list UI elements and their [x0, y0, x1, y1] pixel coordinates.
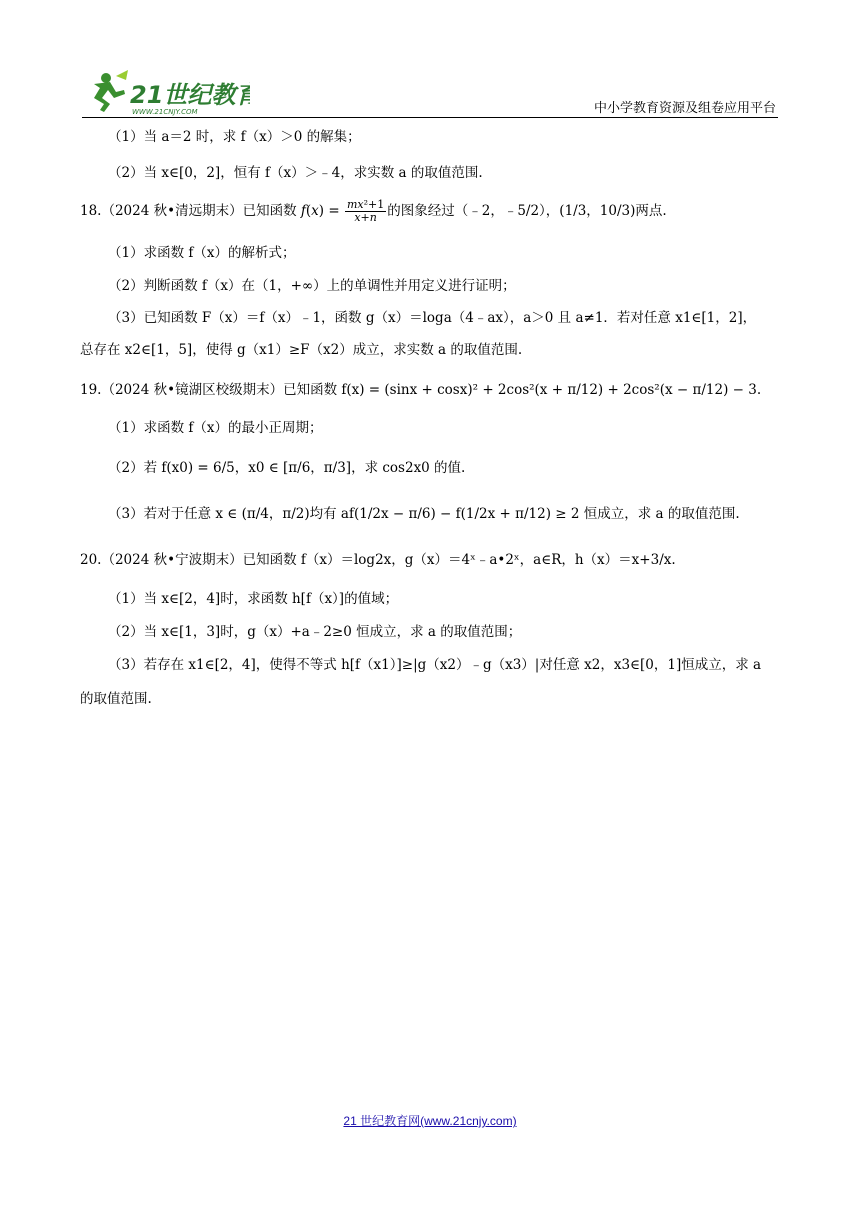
q17-part2: （2）当 x∈[0，2]，恒有 f（x）＞﹣4，求实数 a 的取值范围. — [108, 165, 483, 181]
q18-part2: （2）判断函数 f（x）在（1，+∞）上的单调性并用定义进行证明； — [108, 278, 516, 294]
q17-part1: （1）当 a＝2 时，求 f（x）＞0 的解集； — [108, 129, 361, 145]
page-footer — [0, 1112, 860, 1129]
footer-link[interactable]: 21 世纪教育网(www.21cnjy.com) — [343, 1114, 517, 1128]
header-divider — [82, 117, 778, 118]
logo-text: 21世纪教育 — [130, 81, 250, 109]
q20-part3a: （3）若存在 x1∈[2，4]，使得不等式 h[f（x1）]≥|g（x2）﹣g（x3）|对任意 x2，x3∈[0，1]恒成立，求 a — [108, 657, 762, 673]
logo-url-text: WWW.21CNJY.COM — [132, 108, 198, 116]
q18-part3a: （3）已知函数 F（x）＝f（x）﹣1，函数 g（x）＝loga（4﹣ax），a＞0 且 a≠1．若对任意 x1∈[1，2]， — [108, 310, 757, 326]
q18-head: 18.（2024 秋•清远期末）已知函数 — [80, 203, 297, 219]
q18-part1: （1）求函数 f（x）的解析式； — [108, 245, 296, 261]
runner-icon — [94, 70, 128, 112]
q20-stem: 20.（2024 秋•宁波期末）已知函数 f（x）＝log2x，g（x）＝4ˣ﹣a•2ˣ，a∈R，h（x）＝x+3/x. — [80, 552, 676, 568]
q18-part3b: 总存在 x2∈[1，5]，使得 g（x1）≥F（x2）成立，求实数 a 的取值范围. — [80, 342, 523, 358]
q20-part1: （1）当 x∈[2，4]时，求函数 h[f（x）]的值域； — [108, 591, 399, 607]
q20-part3b: 的取值范围. — [80, 691, 152, 707]
q18-function: f(x) = $\frac{\text{mx²+1}}{x+n}$ — [300, 198, 385, 224]
q19-part3: （3）若对于任意 x ∈ (π/4，π/2)均有 af(1/2x − π/6) − f(1/2x + π/12) ≥ 2 恒成立，求 a 的取值范围. — [108, 506, 740, 522]
site-logo — [80, 68, 250, 116]
q19-part2: （2）若 f(x0) = 6/5，x0 ∈ [π/6，π/3]，求 cos2x0 的值. — [108, 460, 466, 476]
q19-stem: 19.（2024 秋•镜湖区校级期末）已知函数 f(x) = (sinx + cosx)² + 2cos²(x + π/12) + 2cos²(x − π/12) − 3. — [80, 382, 762, 398]
q18-tail: 的图象经过（﹣2，﹣5/2），(1/3，10/3)两点. — [387, 203, 667, 219]
q18-stem — [80, 199, 667, 224]
q20-part2: （2）当 x∈[1，3]时，g（x）+a﹣2≥0 恒成立，求 a 的取值范围； — [108, 624, 522, 640]
platform-tagline: 中小学教育资源及组卷应用平台 — [593, 101, 776, 116]
q19-part1: （1）求函数 f（x）的最小正周期； — [108, 420, 323, 436]
